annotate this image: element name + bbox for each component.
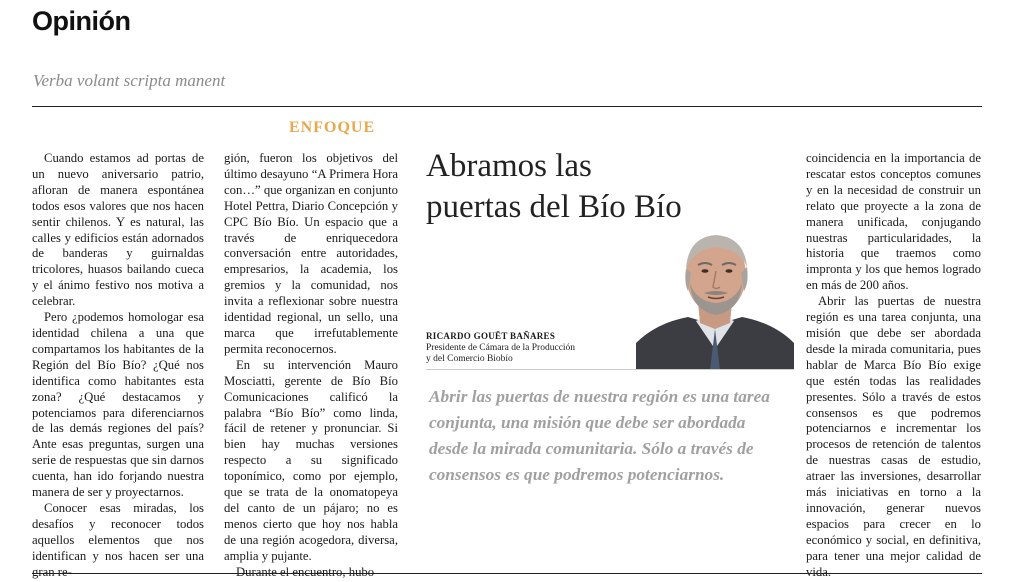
photo-divider: [426, 369, 794, 370]
author-role-line: Presidente de Cámara de la Producción: [426, 343, 576, 353]
paragraph: En su intervención Mauro Mosciatti, gerente de Bío Bío Comunicaciones calificó la palabra “Bío Bío” como linda, fácil de retener y pronunciar. Si bien hay muchas versiones respecto a su significado toponímico, como por ejemplo, que se trata de la onomatopeya del canto de un pájaro; no es menos cierto que hoy nos habla de una región acogedora, diversa, amplia y pujante.: [224, 357, 398, 563]
paragraph: gión, fueron los objetivos del último desayuno “A Primera Hora con…” que organizan en conjunto Hotel Pettra, Diario Concepción y CPC Bío Bío. Un espacio que a través de enriquecedora conversación entre autoridades, empresarios, la academia, los gremios y la comunidad, nos invita a reflexionar sobre nuestra identidad regional, un sello, una marca que irrefutablemente permita reconocernos.: [224, 151, 398, 356]
article-column-1: [32, 151, 204, 580]
section-title: Opinión: [32, 6, 131, 36]
bottom-divider: [32, 573, 982, 574]
pull-quote: Abrir las puertas de nuestra región es una tarea conjunta, una misión que debe ser abordada desde la mirada comunitaria. Sólo a través de consensos es que podremos potenciarnos.: [429, 387, 770, 484]
author-name: RICARDO GOUËT BAÑARES: [426, 331, 556, 341]
article-column-2: [224, 151, 398, 580]
author-portrait: [636, 225, 794, 370]
paragraph: coincidencia en la importancia de rescatar estos conceptos comunes y en la necesidad de construir un relato que proyecte a la zona de manera unificada, conjugando nuestras particularidades, la historia que traemos como impronta y los que hemos logrado en más de 200 años.: [806, 151, 981, 293]
paragraph: Pero ¿podemos homologar esa identidad chilena a una que compartamos los habitantes de la Región del Bío Bío? ¿Qué nos identifica como habitantes esta zona? ¿Qué destacamos y potenciamos para diferenciarnos de las demás regiones del país? Ante esas preguntas, surgen una serie de respuestas que sin darnos cuenta, han ido forjando nuestra manera de ser y proyectarnos.: [32, 310, 204, 500]
paragraph: Cuando estamos ad portas de un nuevo aniversario patrio, afloran de manera espontánea todos esos valores que nos hacen sentir chilenos. Y es natural, las calles y edificios están adornados de banderas y guirnaldas tricolores, huasos bailando cueca y el ánimo festivo nos motiva a celebrar.: [32, 151, 204, 309]
section-motto: Verba volant scripta manent: [33, 71, 226, 90]
article-column-4: [806, 151, 981, 580]
paragraph: Conocer esas miradas, los desafíos y reconocer todos aquellos elementos que nos identifican y nos hacen ser una gran re-: [32, 500, 204, 579]
author-role: [426, 343, 575, 365]
paragraph: Abrir las puertas de nuestra región es una tarea conjunta, una misión que debe ser abordada desde la mirada comunitaria, pues hablar de Marca Bío Bío exige que estén todas las realidades presentes. Sólo a través de estos consensos es que podremos potenciarnos e incrementar los procesos de retención de talentos de nuestras casas de estudio, atraer las inversiones, desarrollar más iniciativas en torno a la innovación, generar nuevos espacios para crecer en lo económico y social, en definitiva, para tener una mejor calidad de vida.: [806, 294, 981, 579]
paragraph: Durante el encuentro, hubo: [236, 564, 375, 579]
article-headline: [426, 146, 682, 228]
article-kicker: ENFOQUE: [289, 119, 376, 136]
headline-line: puertas del Bío Bío: [426, 189, 682, 225]
author-role-line: y del Comercio Biobío: [426, 354, 513, 364]
top-divider: [32, 106, 982, 107]
headline-line: Abramos las: [426, 148, 592, 184]
